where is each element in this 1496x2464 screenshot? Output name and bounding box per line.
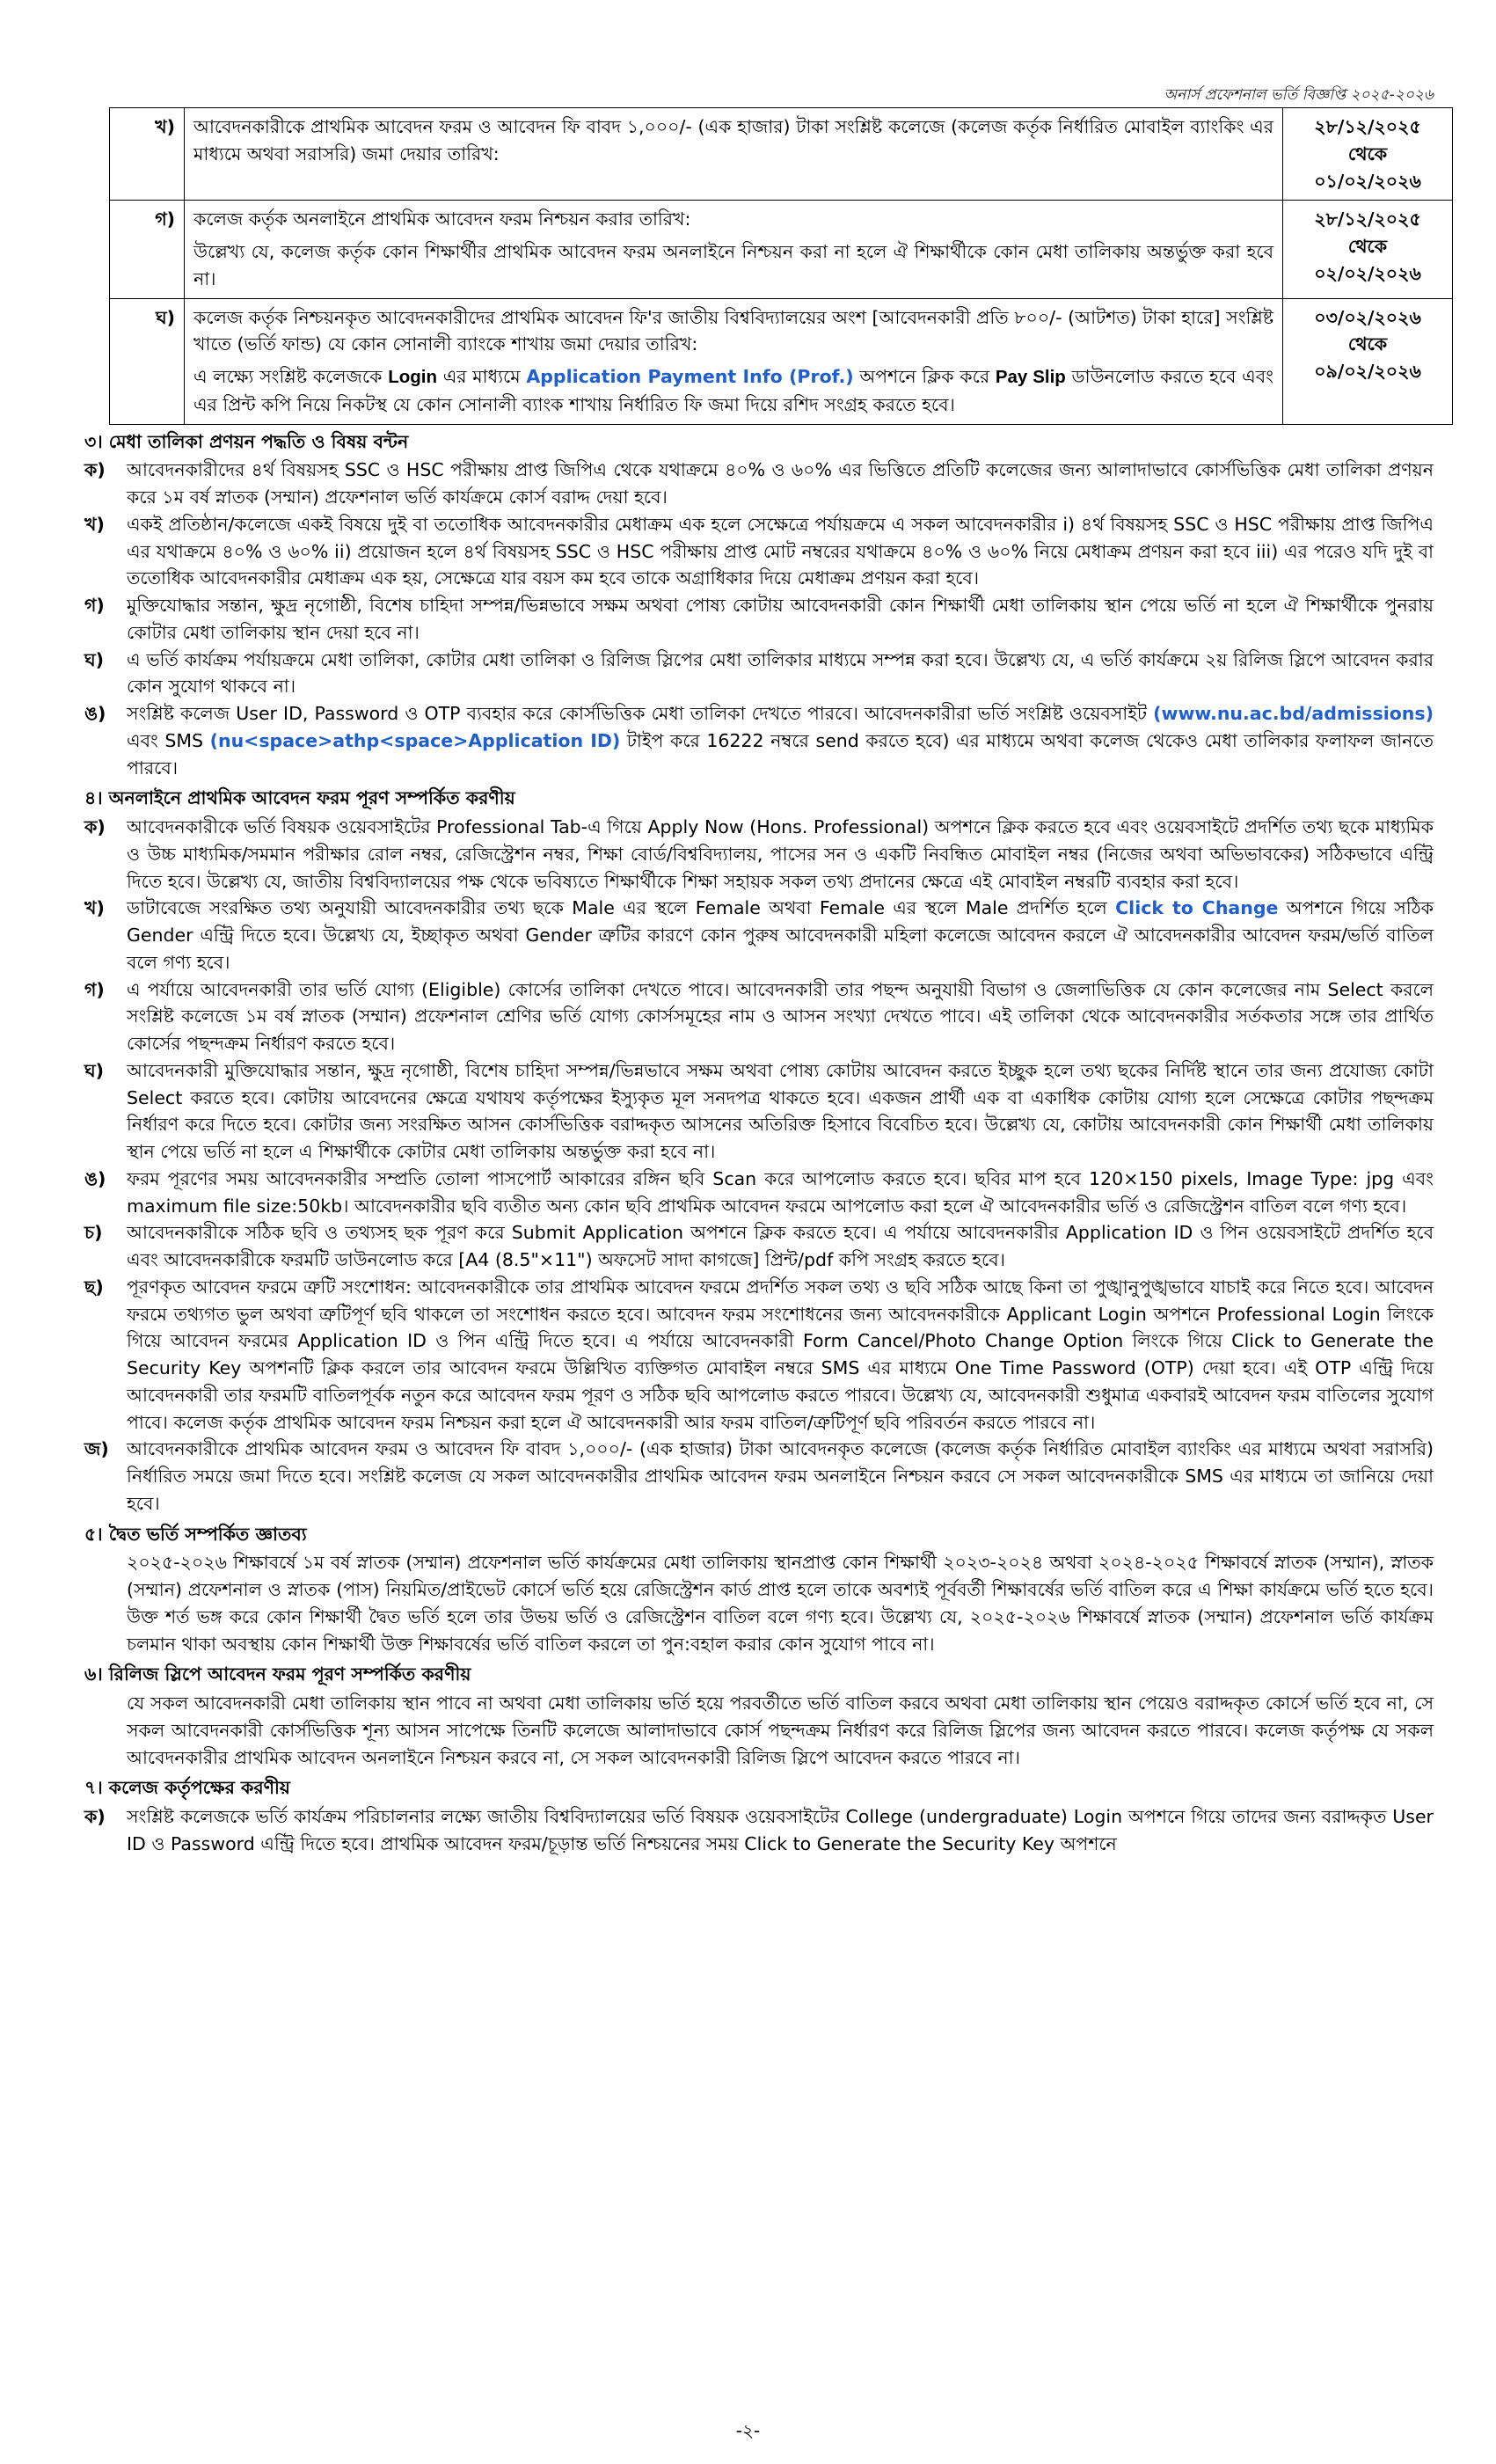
row-note: এ লক্ষ্যে সংশ্লিষ্ট কলেজকে Login এর মাধ্যমে Application Payment Info (Prof.) অপশনে ক্লিক করে Pay Slip ডাউনলোড করতে হবে এবং এর প্রিন্ট কপি নিয়ে নিকটস্থ যে কোন সোনালী ব্যাংক শাখায় নির্ধারিত ফি জমা দিয়ে রশিদ সংগ্রহ করতে হবে। (193, 366, 1273, 415)
section-7 (84, 1774, 1434, 1857)
date-range: ০৩/০২/২০২৬ থেকে ০৯/০২/২০২৬ (1283, 298, 1453, 424)
section-title: ৪। অনলাইনে প্রাথমিক আবেদন ফরম পূরণ সম্পর্কিত করণীয় (84, 787, 515, 809)
section-paragraph: ২০২৫-২০২৬ শিক্ষাবর্ষে ১ম বর্ষ স্নাতক (সম্মান) প্রফেশনাল ভর্তি কার্যক্রমের মেধা তালিকায় স্থানপ্রাপ্ত কোন শিক্ষার্থী ২০২৩-২০২৪ অথবা ২০২৪-২০২৫ শিক্ষাবর্ষে স্নাতক (সম্মান), স্নাতক (সম্মান) প্রফেশনাল ও স্নাতক (পাস) নিয়মিত/প্রাইভেট কোর্সে ভর্তি হয়ে রেজিস্ট্রেশন কার্ড প্রাপ্ত হলে তাকে অবশ্যই পূর্ববর্তী শিক্ষাবর্ষের ভর্তি বাতিল করে এ শিক্ষা কার্যক্রমে ভর্তি হতে হবে। উক্ত শর্ত ভঙ্গ করে কোন শিক্ষার্থী দ্বৈত ভর্তি হলে তার উভয় ভর্তি ও রেজিস্ট্রেশন বাতিল বলে গণ্য হবে। উল্লেখ্য যে, ২০২৫-২০২৬ শিক্ষাবর্ষে স্নাতক (সম্মান) প্রফেশনাল ভর্তি কার্যক্রম চলমান থাকা অবস্থায় কোন শিক্ষার্থী উক্ত শিক্ষাবর্ষের ভর্তি বাতিল করলে তা পুন:বহাল করার কোন সুযোগ পাবে না। (127, 1552, 1434, 1655)
row-note: উল্লেখ্য যে, কলেজ কর্তৃক কোন শিক্ষার্থীর প্রাথমিক আবেদন ফরম অনলাইনে নিশ্চয়ন করা না হলে ঐ শিক্ষার্থীকে কোন মেধা তালিকায় অন্তর্ভুক্ত করা হবে না। (193, 241, 1273, 289)
login-label: Login (388, 367, 437, 387)
list-item: ক) সংশ্লিষ্ট কলেজকে ভর্তি কার্যক্রম পরিচালনার লক্ষ্যে জাতীয় বিশ্ববিদ্যালয়ের ভর্তি বিষয়ক ওয়েবসাইটের College (undergraduate) Login অপশনে গিয়ে তাদের জন্য বরাদ্দকৃত User ID ও Password এন্ট্রি দিতে হবে। প্রাথমিক আবেদন ফরম/চূড়ান্ত ভর্তি নিশ্চয়নের সময় Click to Generate the Security Key অপশনে (84, 1806, 1434, 1854)
section-5 (84, 1521, 1434, 1658)
list-item: খ) একই প্রতিষ্ঠান/কলেজে একই বিষয়ে দুই বা ততোধিক আবেদনকারীর মেধাক্রম এক হলে সেক্ষেত্রে পর্যায়ক্রমে এ সকল আবেদনকারীর i) ৪র্থ বিষয়সহ SSC ও HSC পরীক্ষায় প্রাপ্ত জিপিএ এর যথাক্রমে ৪০% ও ৬০% ii) প্রয়োজন হলে ৪র্থ বিষয়সহ SSC ও HSC পরীক্ষায় প্রাপ্ত মোট নম্বরের যথাক্রমে ৪০% ও ৬০% নিয়ে মেধাক্রম প্রণয়ন করা হবে iii) এর পরেও যদি দুই বা ততোধিক আবেদনকারীর মেধাক্রম এক হয়, সেক্ষেত্রে যার বয়স কম হবে তাকে অগ্রাধিকার দিয়ে মেধাক্রম প্রণয়ন করা হবে। (84, 513, 1434, 589)
page-content (84, 83, 1434, 1858)
list-item: চ) আবেদনকারীকে সঠিক ছবি ও তথ্যসহ ছক পূরণ করে Submit Application অপশনে ক্লিক করতে হবে। এ পর্যায়ে আবেদনকারীর Application ID ও পিন ওয়েবসাইটে প্রদর্শিত হবে এবং আবেদনকারীকে ফরমটি ডাউনলোড করে [A4 (8.5"×11") অফসেট সাদা কাগজে] প্রিন্ট/pdf কপি সংগ্রহ করতে হবে। (84, 1222, 1434, 1270)
list-item: ঘ) এ ভর্তি কার্যক্রম পর্যায়ক্রমে মেধা তালিকা, কোটার মেধা তালিকা ও রিলিজ স্লিপের মেধা তালিকার মাধ্যমে সম্পন্ন করা হবে। উল্লেখ্য যে, এ ভর্তি কার্যক্রমে ২য় রিলিজ স্লিপে আবেদন করার কোন সুযোগ থাকবে না। (84, 648, 1434, 698)
section-title: ৩। মেধা তালিকা প্রণয়ন পদ্ধতি ও বিষয় বন্টন (84, 430, 409, 452)
list-item: ছ) পূরণকৃত আবেদন ফরমে ত্রুটি সংশোধন: আবেদনকারীকে তার প্রাথমিক আবেদন ফরমে প্রদর্শিত সকল তথ্য ও ছবি সঠিক আছে কিনা তা পুঙ্খানুপুঙ্খভাবে যাচাই করে নিতে হবে। আবেদন ফরমে তথ্যগত ভুল অথবা ত্রুটিপূর্ণ ছবি থাকলে তা সংশোধন করতে হবে। আবেদন ফরম সংশোধনের জন্য আবেদনকারীকে Applicant Login অপশনে Professional Login লিংকে গিয়ে আবেদন ফরমের Application ID ও পিন এন্ট্রি দিতে হবে। এ পর্যায়ে আবেদনকারী Form Cancel/Photo Change Option লিংকে গিয়ে Click to Generate the Security Key অপশনটি ক্লিক করলে তার আবেদন ফরমে উল্লিখিত ব্যক্তিগত মোবাইল নম্বরে SMS এর মাধ্যমে One Time Password (OTP) দেয়া হবে। এই OTP এন্ট্রি দিয়ে আবেদনকারী তার ফরমটি বাতিলপূর্বক নতুন করে আবেদন ফরম পূরণ ও সঠিক ছবি আপলোড করতে পারবে। উল্লেখ্য যে, আবেদনকারী শুধুমাত্র একবারই আবেদন ফরম বাতিলের সুযোগ পাবে। কলেজ কর্তৃক প্রাথমিক আবেদন ফরম নিশ্চয়ন করা হলে ঐ আবেদনকারী আর ফরম বাতিল/ত্রুটিপূর্ণ ছবি পরিবর্তন করতে পারবে না। (84, 1276, 1434, 1433)
sms-format: (nu<space>athp<space>Application ID) (209, 729, 621, 751)
section-title: ৭। কলেজ কর্তৃপক্ষের করণীয় (84, 1777, 290, 1799)
row-label: খ) (110, 108, 185, 201)
list-item: ক) আবেদনকারীদের ৪র্থ বিষয়সহ SSC ও HSC পরীক্ষায় প্রাপ্ত জিপিএ থেকে যথাক্রমে ৪০% ও ৬০% এর ভিত্তিতে প্রতিটি কলেজের জন্য আলাদাভাবে কোর্সভিত্তিক মেধা তালিকা প্রণয়ন করে ১ম বর্ষ স্নাতক (সম্মান) প্রফেশনাল ভর্তি কার্যক্রমে কোর্স বরাদ্দ দেয়া হবে। (84, 459, 1434, 508)
section-3 (84, 428, 1434, 782)
list-item: ক) আবেদনকারীকে ভর্তি বিষয়ক ওয়েবসাইটের Professional Tab-এ গিয়ে Apply Now (Hons. Professional) অপশনে ক্লিক করতে হবে এবং ওয়েবসাইটে প্রদর্শিত তথ্য ছকে মাধ্যমিক ও উচ্চ মাধ্যমিক/সমমান পরীক্ষার রোল নম্বর, রেজিস্ট্রেশন নম্বর, শিক্ষা বোর্ড/বিশ্ববিদ্যালয়, পাসের সন ও একটি নিবন্ধিত মোবাইল নম্বর (নিজের অথবা অভিভাবকের) সঠিকভাবে এন্ট্রি দিতে হবে। উল্লেখ্য যে, জাতীয় বিশ্ববিদ্যালয়ের পক্ষ থেকে ভবিষ্যতে শিক্ষার্থীকে শিক্ষা সহায়ক সকল তথ্য প্রদানের ক্ষেত্রে এই মোবাইল নম্বরটি ব্যবহার করা হবে। (84, 816, 1434, 892)
list-item: খ) ডাটাবেজে সংরক্ষিত তথ্য অনুযায়ী আবেদনকারীর তথ্য ছকে Male এর স্থলে Female অথবা Female এর স্থলে Male প্রদর্শিত হলে Click to Change অপশনে গিয়ে সঠিক Gender এন্ট্রি দিতে হবে। উল্লেখ্য যে, ইচ্ছাকৃত অথবা Gender ত্রুটির কারণে কোন পুরুষ আবেদনকারী মহিলা কলেজে আবেদন করলে ঐ আবেদনকারীর আবেদন ফরম/ভর্তি বাতিল বলে গণ্য হবে। (84, 897, 1434, 973)
schedule-row (110, 298, 1453, 424)
section-4 (84, 785, 1434, 1517)
payment-info-link[interactable]: Application Payment Info (Prof.) (526, 366, 854, 387)
section-title: ৬। রিলিজ স্লিপে আবেদন ফরম পূরণ সম্পর্কিত করণীয় (84, 1663, 471, 1685)
schedule-table (109, 107, 1453, 425)
list-item: ঘ) আবেদনকারী মুক্তিযোদ্ধার সন্তান, ক্ষুদ্র নৃগোষ্ঠী, বিশেষ চাহিদা সম্পন্ন/ভিন্নভাবে সক্ষম অথবা পোষ্য কোটায় আবেদন করতে ইচ্ছুক হলে তথ্য ছকের নির্দিষ্ট স্থানে তার জন্য প্রযোজ্য কোটা Select করতে হবে। কোটায় আবেদনের ক্ষেত্রে যথাযথ কর্তৃপক্ষের ইস্যুকৃত মূল সনদপত্র থাকতে হবে। একজন প্রার্থী এক বা একাধিক কোটায় যোগ্য হলে সেক্ষেত্রে কোটার পছন্দক্রম নির্ধারণ করে দিতে হবে। কোটার জন্য সংরক্ষিত আসন কোর্সভিত্তিক বরাদ্দকৃত আসনের অতিরিক্ত হিসাবে বিবেচিত হবে। উল্লেখ্য যে, কোটায় আবেদনকারী কোন শিক্ষার্থী মেধা তালিকায় স্থান পেয়ে ভর্তি না হলে এ শিক্ষার্থীকে কোটার মেধা তালিকায় অন্তর্ভুক্ত করা হবে না। (84, 1059, 1434, 1162)
row-text: কলেজ কর্তৃক নিশ্চয়নকৃত আবেদনকারীদের প্রাথমিক আবেদন ফি'র জাতীয় বিশ্ববিদ্যালয়ের অংশ [আবেদনকারী প্রতি ৮০০/- (আটশত) টাকা হারে] সংশ্লিষ্ট খাতে (ভর্তি ফান্ড) যে কোন সোনালী ব্যাংকে শাখায় জমা দেয়ার তারিখ: (193, 306, 1273, 355)
list-item: ঙ) সংশ্লিষ্ট কলেজ User ID, Password ও OTP ব্যবহার করে কোর্সভিত্তিক মেধা তালিকা দেখতে পারবে। আবেদনকারীরা ভর্তি সংশ্লিষ্ট ওয়েবসাইট (www.nu.ac.bd/admissions) এবং SMS (nu<space>athp<space>Application ID) টাইপ করে 16222 নম্বরে send করতে হবে) এর মাধ্যমে অথবা কলেজ থেকেও মেধা তালিকার ফলাফল জানতে পারবে। (84, 703, 1434, 779)
date-range: ২৮/১২/২০২৫ থেকে ০২/০২/২০২৬ (1283, 201, 1453, 298)
row-text: কলেজ কর্তৃক অনলাইনে প্রাথমিক আবেদন ফরম নিশ্চয়ন করার তারিখ: (193, 208, 691, 230)
section-title: ৫। দ্বৈত ভর্তি সম্পর্কিত জ্ঞাতব্য (84, 1523, 307, 1545)
section-paragraph: যে সকল আবেদনকারী মেধা তালিকায় স্থান পাবে না অথবা মেধা তালিকায় ভর্তি হয়ে পরবর্তীতে ভর্তি বাতিল করবে অথবা মেধা তালিকায় স্থান পেয়েও বরাদ্দকৃত কোর্সে ভর্তি হবে না, সে সকল আবেদনকারী কোর্সভিত্তিক শূন্য আসন সাপেক্ষে তিনটি কলেজে আলাদাভাবে কোর্স পছন্দক্রম নির্ধারণ করে রিলিজ স্লিপের জন্য আবেদন করতে পারবে। কলেজ কর্তৃপক্ষ যে সকল আবেদনকারীর প্রাথমিক আবেদন অনলাইনে নিশ্চয়ন করবে না, সে সকল আবেদনকারী রিলিজ স্লিপে আবেদন করতে পারবে না। (127, 1693, 1434, 1768)
schedule-row (110, 201, 1453, 298)
pay-slip-label: Pay Slip (995, 367, 1066, 387)
section-6 (84, 1661, 1434, 1771)
list-item: জ) আবেদনকারীকে প্রাথমিক আবেদন ফরম ও আবেদন ফি বাবদ ১,০০০/- (এক হাজার) টাকা আবেদনকৃত কলেজে (কলেজ কর্তৃক নির্ধারিত মোবাইল ব্যাংকিং এর মাধ্যমে অথবা সরাসরি) নির্ধারিত সময়ে জমা দিতে হবে। সংশ্লিষ্ট কলেজ যে সকল আবেদনকারীর প্রাথমিক আবেদন ফরম অনলাইনে নিশ্চয়ন করবে সে সকল আবেদনকারীকে SMS এর মাধ্যমে তা জানিয়ে দেয়া হবে। (84, 1438, 1434, 1514)
row-label: গ) (110, 201, 185, 298)
header-note: অনার্স প্রফেশনাল ভর্তি বিজ্ঞপ্তি ২০২৫-২০২৬ (1164, 86, 1434, 104)
row-label: ঘ) (110, 298, 185, 424)
date-range: ২৮/১২/২০২৫ থেকে ০১/০২/২০২৬ (1283, 108, 1453, 201)
page-number: -২- (735, 2420, 761, 2441)
list-item: গ) এ পর্যায়ে আবেদনকারী তার ভর্তি যোগ্য (Eligible) কোর্সের তালিকা দেখতে পাবে। আবেদনকারী তার পছন্দ অনুযায়ী বিভাগ ও জেলাভিত্তিক যে কোন কলেজের নাম Select করলে সংশ্লিষ্ট কলেজে ১ম বর্ষ স্নাতক (সম্মান) প্রফেশনাল শ্রেণির ভর্তি যোগ্য কোর্সসমূহের নাম ও আসন সংখ্যা দেখতে পাবে। এই তালিকা থেকে আবেদনকারীর সর্তকতার সঙ্গে তার প্রার্থিত কোর্সের পছন্দক্রম নির্ধারণ করতে হবে। (84, 978, 1434, 1054)
row-text: আবেদনকারীকে প্রাথমিক আবেদন ফরম ও আবেদন ফি বাবদ ১,০০০/- (এক হাজার) টাকা সংশ্লিষ্ট কলেজে (কলেজ কর্তৃক নির্ধারিত মোবাইল ব্যাংকিং এর মাধ্যমে অথবা সরাসরি) জমা দেয়ার তারিখ: (193, 116, 1273, 165)
schedule-row (110, 108, 1453, 201)
list-item: ঙ) ফরম পূরণের সময় আবেদনকারীর সম্প্রতি তোলা পাসপোর্ট আকারের রঙ্গিন ছবি Scan করে আপলোড করতে হবে। ছবির মাপ হবে 120×150 pixels, Image Type: jpg এবং maximum file size:50kb। আবেদনকারীর ছবি ব্যতীত অন্য কোন ছবি প্রাথমিক আবেদন ফরমে আপলোড করা হলে ঐ আবেদনকারীর ভর্তি ও রেজিস্ট্রেশন বাতিল বলে গণ্য হবে। (84, 1167, 1434, 1217)
click-to-change-link[interactable]: Click to Change (1115, 897, 1279, 919)
admissions-website-link[interactable]: (www.nu.ac.bd/admissions) (1153, 703, 1434, 724)
list-item: গ) মুক্তিযোদ্ধার সন্তান, ক্ষুদ্র নৃগোষ্ঠী, বিশেষ চাহিদা সম্পন্ন/ভিন্নভাবে সক্ষম অথবা পোষ্য কোটায় আবেদনকারী কোন শিক্ষার্থী মেধা তালিকায় স্থান পেয়ে ভর্তি না হলে ঐ শিক্ষার্থীকে পুনরায় কোটার মেধা তালিকায় স্থান দেয়া হবে না। (84, 595, 1434, 643)
